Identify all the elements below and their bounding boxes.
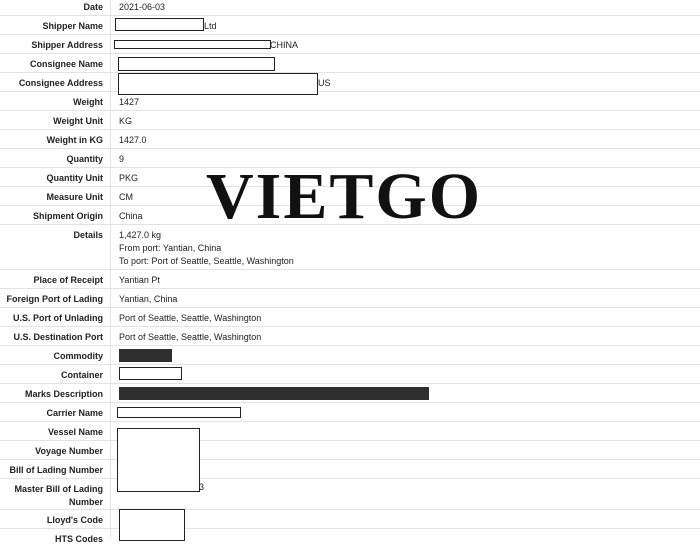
label-shipper-name: Shipper Name <box>42 21 103 31</box>
label-us-destination-port: U.S. Destination Port <box>13 332 103 342</box>
redacted-container <box>119 367 182 380</box>
redacted-consignee-name <box>118 57 275 71</box>
label-voyage-number: Voyage Number <box>35 446 103 456</box>
row-hts-codes <box>0 529 700 547</box>
row-container <box>0 365 700 384</box>
row-master-bill-of-lading-number <box>0 479 700 510</box>
redacted-commodity <box>119 349 172 362</box>
label-weight-unit: Weight Unit <box>53 116 103 126</box>
label-place-of-receipt: Place of Receipt <box>33 275 103 285</box>
row-bill-of-lading-number <box>0 460 700 479</box>
row-vessel-name <box>0 422 700 441</box>
value-quantity-unit: PKG <box>119 173 139 183</box>
label-shipper-address: Shipper Address <box>31 40 103 50</box>
value-date: 2021-06-03 <box>119 2 166 12</box>
label-commodity: Commodity <box>53 351 103 361</box>
value-weight-unit: KG <box>119 116 133 126</box>
row-carrier-name <box>0 403 700 422</box>
vietgo-watermark: VIETGO <box>206 160 483 233</box>
label-carrier-name: Carrier Name <box>46 408 103 418</box>
row-weight-in-kg <box>0 130 700 149</box>
redacted-vessel-voyage-bol <box>117 428 200 492</box>
label-master-bill-of-lading-number: Master Bill of Lading Number <box>14 484 103 507</box>
row-foreign-port-of-lading <box>0 289 700 308</box>
value-place-of-receipt: Yantian Pt <box>119 275 160 285</box>
row-place-of-receipt <box>0 270 700 289</box>
value-details-from-port: From port: Yantian, China <box>119 243 222 253</box>
row-lloyds-code <box>0 510 700 529</box>
row-shipper-name <box>0 16 700 35</box>
value-measure-unit: CM <box>119 192 133 202</box>
label-foreign-port-of-lading: Foreign Port of Lading <box>6 294 103 304</box>
value-shipment-origin: China <box>119 211 143 221</box>
value-weight-in-kg: 1427.0 <box>119 135 147 145</box>
label-marks-description: Marks Description <box>24 389 103 399</box>
shipper-name-tail: Ltd <box>204 21 217 31</box>
label-weight: Weight <box>73 97 103 107</box>
row-commodity <box>0 346 700 365</box>
label-bill-of-lading-number: Bill of Lading Number <box>9 465 103 475</box>
label-hts-codes: HTS Codes <box>54 534 103 544</box>
label-shipment-origin: Shipment Origin <box>32 211 103 221</box>
row-weight <box>0 92 700 111</box>
value-us-destination-port: Port of Seattle, Seattle, Washington <box>119 332 262 342</box>
label-container: Container <box>60 370 103 380</box>
redacted-consignee-address <box>118 73 318 95</box>
redacted-carrier-name <box>117 407 241 418</box>
label-date: Date <box>83 2 103 12</box>
redacted-shipper-name <box>115 18 204 31</box>
row-us-port-of-unlading <box>0 308 700 327</box>
row-date <box>0 0 700 16</box>
label-us-port-of-unlading: U.S. Port of Unlading <box>13 313 103 323</box>
row-consignee-address <box>0 73 700 92</box>
label-measure-unit: Measure Unit <box>46 192 103 202</box>
redacted-lloyds-code <box>119 509 185 541</box>
row-us-destination-port <box>0 327 700 346</box>
label-vessel-name: Vessel Name <box>47 427 103 437</box>
label-weight-in-kg: Weight in KG <box>46 135 103 145</box>
label-details: Details <box>73 230 103 240</box>
row-shipper-address <box>0 35 700 54</box>
label-consignee-address: Consignee Address <box>18 78 103 88</box>
row-weight-unit <box>0 111 700 130</box>
label-quantity: Quantity <box>66 154 103 164</box>
value-weight: 1427 <box>119 97 140 107</box>
value-us-port-of-unlading: Port of Seattle, Seattle, Washington <box>119 313 262 323</box>
row-voyage-number <box>0 441 700 460</box>
master-bol-tail: 3 <box>199 482 205 492</box>
value-foreign-port-of-lading: Yantian, China <box>119 294 178 304</box>
consignee-address-tail: US <box>318 78 331 88</box>
redacted-marks-description <box>119 387 429 400</box>
label-consignee-name: Consignee Name <box>29 59 103 69</box>
value-quantity: 9 <box>119 154 125 164</box>
shipper-address-tail: CHINA <box>270 40 299 50</box>
label-lloyds-code: Lloyd's Code <box>46 515 103 525</box>
redacted-shipper-address <box>114 40 271 49</box>
value-details-weight: 1,427.0 kg <box>119 230 162 240</box>
row-consignee-name <box>0 54 700 73</box>
label-quantity-unit: Quantity Unit <box>46 173 103 183</box>
value-details-to-port: To port: Port of Seattle, Seattle, Washington <box>119 256 294 266</box>
